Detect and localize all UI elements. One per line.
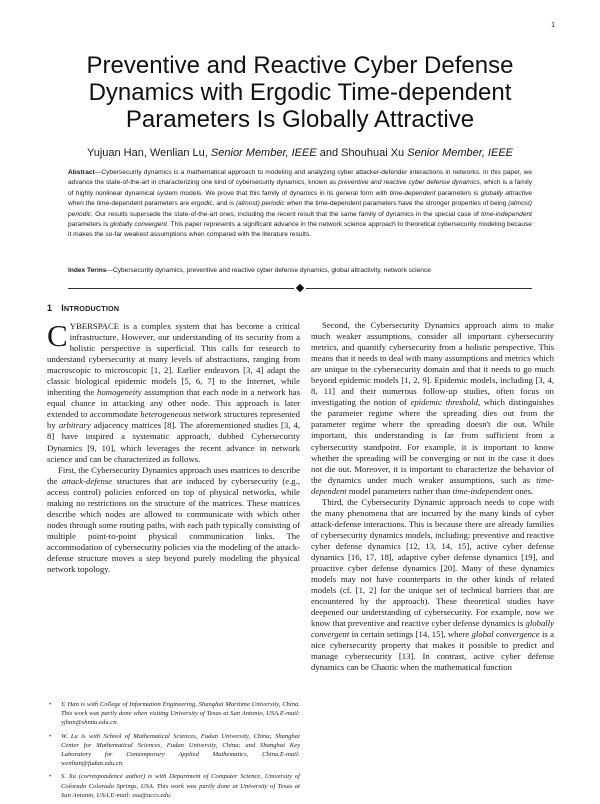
body-emphasis: time-dependent bbox=[311, 474, 554, 496]
body-emphasis: global convergence bbox=[471, 629, 540, 640]
body-text: is a complex system that has become a critical infrastructure. However, our understanding of its security from a holistic perspective is superficial. This calls for research to understand cybersecurity at many levels of abstractions, ranging from macroscopic to microscopic [1, 2]. Earlier endeavors [3, 4] adapt the classic biological epidemic models [5, 6, 7] to the Internet, while inheriting the bbox=[47, 321, 300, 398]
section-title-rest: NTRODUCTION bbox=[63, 304, 120, 313]
body-emphasis: epidemic threshold bbox=[410, 397, 478, 408]
abstract-text: parameters is bbox=[68, 221, 111, 229]
body-text: network structures represented by bbox=[47, 409, 301, 431]
right-column bbox=[311, 320, 554, 770]
abstract-emphasis: (almost) periodic bbox=[68, 200, 532, 218]
body-emphasis: attack-defense bbox=[61, 475, 113, 486]
body-paragraph bbox=[47, 318, 301, 465]
footnote-text: W. Lu is with School of Mathematical Sciences, Fudan University, China; Shanghai Center for Mathematical Sciences, Fudan University, China; and Shanghai Key Laboratory for Contemporary Applied Mathematics, China.E-mail: wenlian@fudan.edu.cn. bbox=[61, 732, 300, 768]
abstract-text: . Our results supersede the state-of-the-art ones, including the recent result that the same family of dynamics in the special case of bbox=[91, 210, 482, 218]
body-emphasis: globally convergent bbox=[311, 618, 554, 640]
bullet-icon: • bbox=[49, 701, 52, 708]
body-paragraph bbox=[311, 320, 554, 497]
footnote-item bbox=[47, 700, 300, 728]
paper-title: Preventive and Reactive Cyber Defense Dynamics with Ergodic Time-dependent Parameters Is Globally Attractive bbox=[86, 52, 514, 133]
author-role-1: Senior Member, IEEE bbox=[210, 147, 317, 159]
footnote-item bbox=[47, 732, 300, 769]
index-terms-label: Index Terms bbox=[68, 267, 107, 274]
abstract-text: when the time-dependent parameters have the stronger properties of being bbox=[284, 200, 509, 208]
abstract-text: when the time-dependent parameters are bbox=[68, 200, 192, 208]
body-text: assumption that each node in a network has equal chance in attacking any other node. This approach is later extended to accommodate bbox=[47, 387, 300, 420]
abstract-emphasis: globally attractive bbox=[480, 189, 532, 197]
body-paragraph bbox=[311, 497, 554, 674]
abstract-text: . This paper represents a significant advance in the network science approach to theoretical cybersecurity modeling because it makes the so-far weakest assumptions when compared with the literature results. bbox=[68, 221, 532, 239]
footnote-text: S. Xu (correspondence author) is with Department of Computer Science, University of Colorado Colorado Springs, USA. This work was partly done at University of Texas at San Antonio, USA.E-mail: sxu@uccs.edu. bbox=[61, 773, 300, 799]
abstract-text: , which is a family of highly nonlinear dynamical system models. We prove that this family of dynamics in its general form with bbox=[68, 179, 532, 197]
index-terms-text: —Cybersecurity dynamics, preventive and reactive cyber defense dynamics, global attractivity, network science bbox=[106, 267, 431, 274]
bullet-icon: • bbox=[49, 732, 52, 740]
abstract-text: , and is bbox=[212, 200, 236, 208]
small-caps-text: YBERSPACE bbox=[69, 321, 120, 331]
abstract-emphasis: (almost) periodic bbox=[235, 200, 285, 208]
divider-line-right bbox=[306, 288, 532, 289]
abstract-emphasis: time-dependent bbox=[389, 189, 436, 197]
abstract-emphasis: ergodic bbox=[191, 200, 213, 208]
left-column bbox=[47, 318, 301, 681]
footnote-text: Y. Han is with College of Information Engineering, Shanghai Maritime University, China. This work was partly done when visiting University of Texas at San Antonio, USA.E-mail: yjhan@shmtu.edu.cn. bbox=[61, 701, 300, 727]
section-number: 1 bbox=[47, 303, 53, 313]
abstract-emphasis: time-independent bbox=[481, 210, 532, 218]
abstract-dash: — bbox=[94, 169, 102, 176]
section-divider bbox=[68, 288, 532, 289]
section-title-first: I bbox=[61, 303, 64, 313]
footnotes bbox=[47, 700, 300, 804]
abstract-text: parameters is bbox=[435, 189, 481, 197]
body-text: model parameters rather than bbox=[346, 485, 453, 496]
body-emphasis: time-independent bbox=[452, 485, 513, 496]
body-emphasis: heterogeneous bbox=[140, 409, 191, 420]
body-text: First, the Cybersecurity Dynamics approach uses matrices to describe the bbox=[47, 464, 300, 486]
index-terms bbox=[68, 266, 532, 276]
body-text: in certain settings [14, 15], where bbox=[349, 629, 472, 640]
body-text: adjacency matrices [8]. The aforementioned studies [3, 4, 8] have inspired a systematic approach, dubbed Cybersecurity Dynamics [9, 10], which leverages the recent advance in network science and can be characterized as follows. bbox=[47, 420, 301, 464]
body-emphasis: arbitrary bbox=[58, 420, 91, 431]
body-text: structures that are induced by cybersecurity (e.g., access control) policies enforced on top of physical networks, while making no restrictions on the structure of the matrices. These matrices describe which nodes are allowed to communicate with which other nodes through some routing paths, with each path typically consisting of multiple point-to-point physical communication links. The accommodation of cybersecurity policies via the modeling of the attack-defense structure moves a step beyond purely modeling the physical network topology. bbox=[47, 475, 300, 575]
drop-cap: C bbox=[47, 318, 68, 353]
body-text: Second, the Cybersecurity Dynamics approach aims to make much weaker assumptions, consider all important cybersecurity metrics, and quantify cybersecurity from a holistic perspective. This means that it needs to deal with many assumptions and metrics which are unique to the cybersecurity domain and that it needs to go much beyond epidemic models [1, 2, 9]. Epidemic models, including [3, 4, 8, 11] and their numerous follow-up studies, often focus on investigating the notion of bbox=[311, 320, 554, 408]
author-names-2: and Shouhuai Xu bbox=[316, 147, 408, 159]
abstract-emphasis: preventive and reactive cyber defense dynamics bbox=[338, 179, 480, 187]
author-names-1: Yujuan Han, Wenlian Lu, bbox=[86, 147, 211, 159]
body-text: , which distinguishes the parameter regime where the spreading dies out from the parameter regime where the spreading doesn't die out. While important, this understanding is far from sufficient from a cybersecurity standpoint. For example, it is important to know whether the spreading will be converging or not in the case it does not die out. Moreover, it is important to characterize the behavior of the dynamics under much weaker assumptions, such as bbox=[311, 397, 555, 485]
body-paragraph bbox=[47, 465, 300, 575]
abstract bbox=[68, 168, 532, 241]
bullet-icon: • bbox=[49, 773, 52, 781]
body-text: Third, the Cybersecurity Dynamic approach needs to cope with the many phenomena that are incurred by the many kinds of cyber attack-defense interactions. This is because there are already families of cybersecurity dynamics models, including: preventive and reactive cyber defense dynamics [12, 13, 14, 15], active cyber defense dynamics [16, 17, 18], adaptive cyber defense dynamics [19], and proactive cyber defense dynamics [20]. Many of these dynamics models may not have counterparts in the other kinds of related models (cf. [1, 2] for the unique set of technical barriers that are encountered by the approach). These theoretical studies have deepened our understanding of cybersecurity. For example, now we know that preventive and reactive cyber defense dynamics is bbox=[311, 496, 554, 629]
body-text: ones. bbox=[512, 485, 534, 496]
body-text: is a nice cybersecurity property that makes it possible to predict and manage cybersecurity [13]. In contrast, active cyber defense dynamics can be Chaotic when the mathematical function bbox=[311, 629, 554, 673]
abstract-text: Cybersecurity dynamics is a mathematical approach to modeling and analyzing cyber attacker-defender interactions in networks. In this paper, we advance the state-of-the-art in characterizing one kind of cybersecurity dynamics, known as bbox=[68, 169, 532, 187]
author-line bbox=[40, 147, 560, 159]
divider-line-left bbox=[68, 288, 294, 289]
author-role-2: Senior Member, IEEE bbox=[407, 147, 514, 159]
body-emphasis: homogeneity bbox=[97, 387, 142, 398]
section-heading bbox=[47, 303, 119, 313]
diamond-icon bbox=[296, 284, 304, 292]
page-number: 1 bbox=[551, 22, 555, 29]
abstract-emphasis: globally convergent bbox=[110, 221, 167, 229]
footnote-item bbox=[47, 772, 300, 800]
abstract-label: Abstract bbox=[68, 169, 95, 176]
